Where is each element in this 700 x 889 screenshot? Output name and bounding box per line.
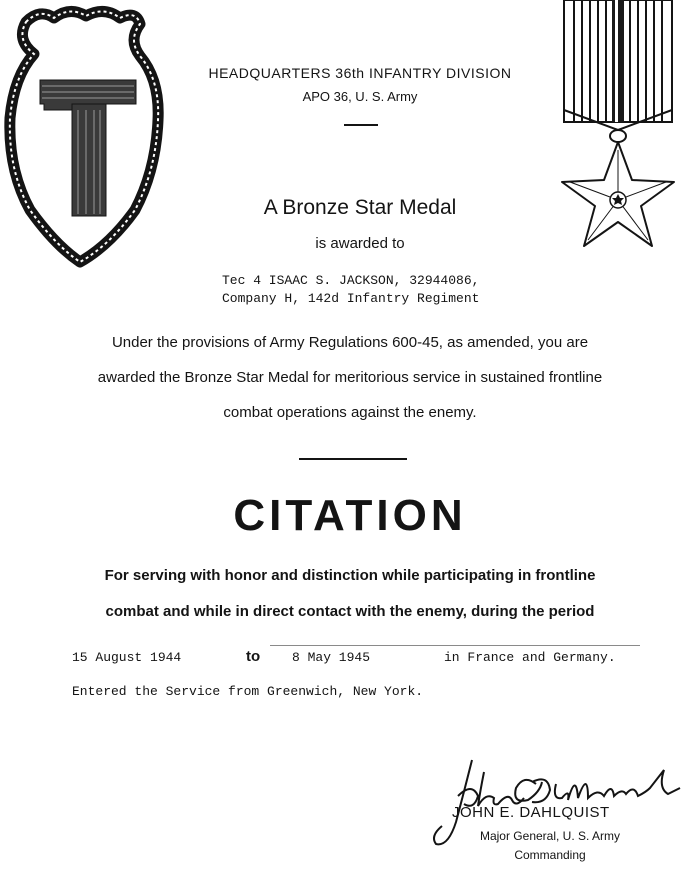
recipient-unit: Company H, 142d Infantry Regiment: [222, 291, 480, 306]
award-title: A Bronze Star Medal: [263, 196, 457, 219]
signatory-rank: Major General, U. S. Army: [479, 829, 621, 843]
citation-heading: CITATION: [233, 491, 467, 540]
period-end-date: 8 May 1945: [292, 650, 371, 665]
period-fill-line: [270, 645, 640, 646]
signatory-role: Commanding: [514, 848, 586, 862]
service-location: in France and Germany.: [444, 650, 616, 665]
provisions-line-3: combat operations against the enemy.: [223, 404, 477, 421]
bronze-star-medal-icon: [552, 0, 700, 260]
citation-line-2: combat and while in direct contact with the enemy, during the period: [105, 603, 595, 620]
awarded-to-text: is awarded to: [315, 235, 405, 252]
header-divider: [344, 124, 378, 126]
division-headquarters-heading: HEADQUARTERS 36th INFANTRY DIVISION: [208, 65, 512, 81]
period-to-word: to: [246, 648, 261, 665]
citation-line-1: For serving with honor and distinction while participating in frontline: [104, 567, 596, 584]
apo-address: APO 36, U. S. Army: [302, 89, 418, 104]
provisions-line-2: awarded the Bronze Star Medal for meritorious service in sustained frontline: [97, 369, 603, 386]
section-divider: [299, 458, 407, 460]
period-start-date: 15 August 1944: [72, 650, 182, 665]
entered-service-text: Entered the Service from Greenwich, New York.: [72, 684, 424, 699]
recipient-name: Tec 4 ISAAC S. JACKSON, 32944086,: [222, 273, 480, 288]
arrowhead-t-patch-icon: [0, 0, 170, 270]
signatory-name: JOHN E. DAHLQUIST: [452, 804, 610, 821]
provisions-line-1: Under the provisions of Army Regulations 600-45, as amended, you are: [111, 334, 589, 351]
